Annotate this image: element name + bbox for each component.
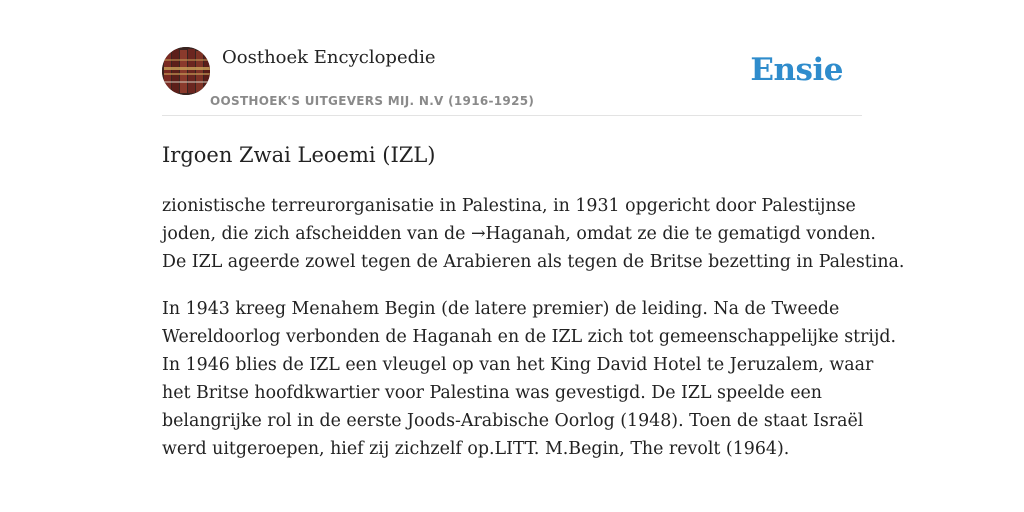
paragraph-line [162,220,876,248]
paragraph-line: In 1943 kreeg Menahem Begin (de latere premier) de leiding. Na de Tweede [162,299,840,319]
source-avatar[interactable] [162,47,210,95]
article-body [162,192,905,482]
paragraph-line: De IZL ageerde zowel tegen de Arabieren als tegen de Britse bezetting in Palestina. [162,252,905,272]
line-text: joden, die zich afscheidden van de [162,224,471,244]
paragraph-line: het Britse hoofdkwartier voor Palestina was gevestigd. De IZL speelde een [162,383,822,403]
paragraph-line: In 1946 blies de IZL een vleugel op van het King David Hotel te Jeruzalem, waar [162,355,874,375]
haganah-link[interactable]: →Haganah [470,224,566,244]
article-paragraph [162,295,897,463]
source-subtitle: OOSTHOEK'S UITGEVERS MIJ. N.V (1916-1925) [210,94,535,108]
ensie-logo[interactable]: Ensie [750,52,843,88]
source-title[interactable]: Oosthoek Encyclopedie [222,47,436,68]
paragraph-line: Wereldoorlog verbonden de Haganah en de IZL zich tot gemeenschappelijke strijd. [162,327,897,347]
paragraph-line: zionistische terreurorganisatie in Palestina, in 1931 opgericht door Palestijnse [162,196,856,216]
line-text: , omdat ze die te gematigd vonden. [565,224,876,244]
article-paragraph [162,192,905,276]
article-title: Irgoen Zwai Leoemi (IZL) [162,143,436,167]
paragraph-line: belangrijke rol in de eerste Joods-Arabische Oorlog (1948). Toen de staat Israël [162,411,864,431]
source-header [162,46,862,116]
paragraph-line: werd uitgeroepen, hief zij zichzelf op.LITT. M.Begin, The revolt (1964). [162,439,790,459]
book-spines-icon [162,47,210,95]
